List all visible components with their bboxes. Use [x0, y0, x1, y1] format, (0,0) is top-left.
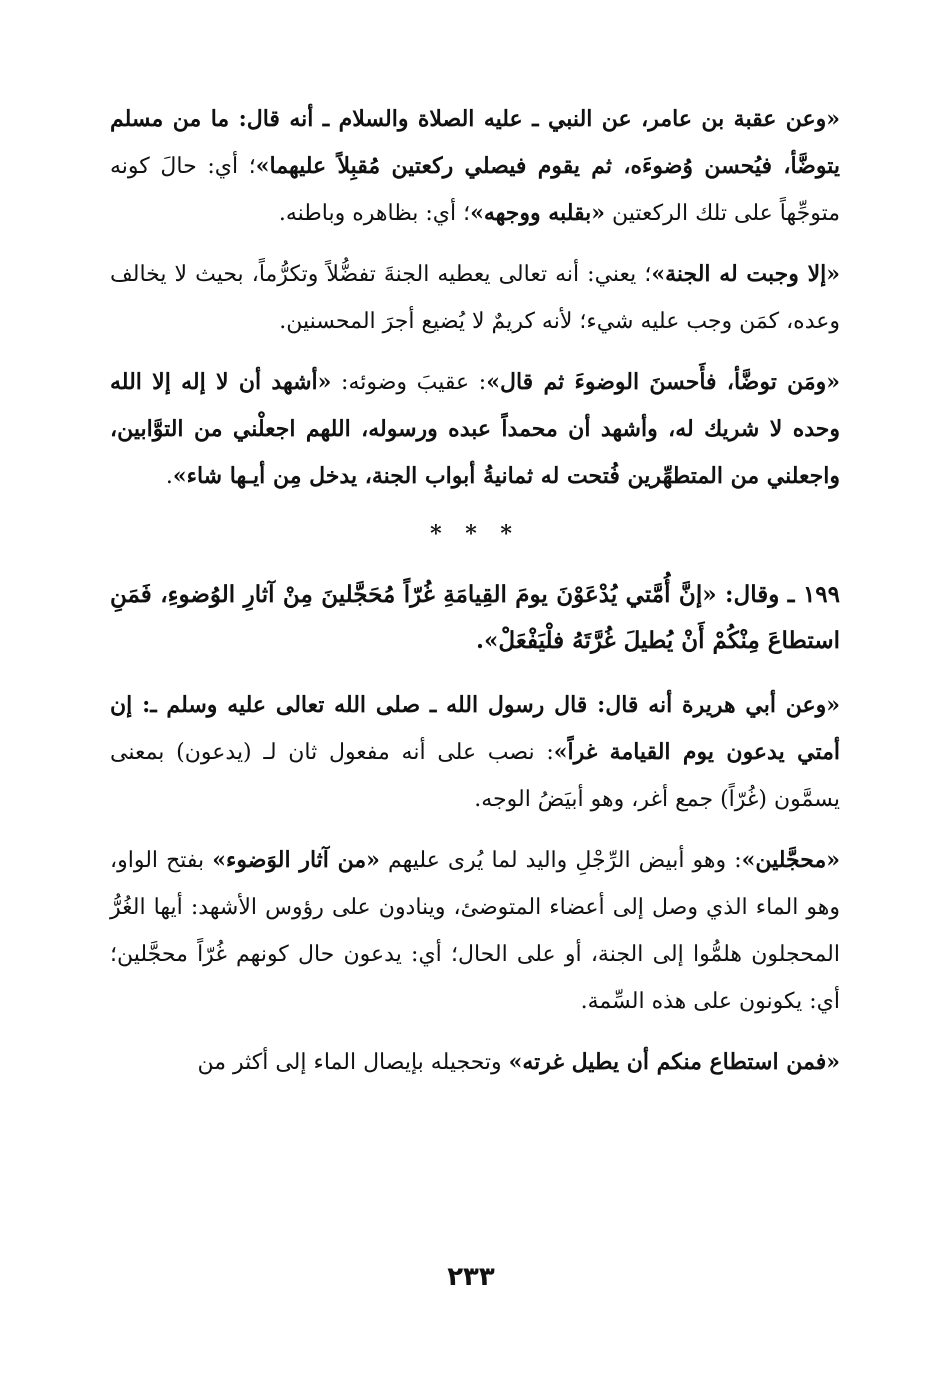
paragraph-jannah [110, 251, 840, 345]
commentary-text: ؛ يعني: أنه تعالى يعطيه الجنةَ تفضُّلاً وتكرُّماً، بحيث لا يخالف وعده، كمَن وجب عليه شيء؛ لأنه كريمٌ لا يُضيع أجرَ المحسنين. [110, 262, 840, 334]
quote-text: «إلا وجبت له الجنة» [651, 261, 840, 287]
page-body [110, 96, 840, 1100]
quote-text: «محجَّلين» [741, 847, 840, 873]
paragraph-muhajjalin [110, 837, 840, 1025]
quote-text: «من آثار الوَضوء» [212, 847, 380, 873]
commentary-text: ؛ أي: بظاهره وباطنه. [278, 201, 471, 226]
commentary-text: . [165, 464, 173, 489]
commentary-text: : وهو أبيض الرِّجْلِ واليد لما يُرى عليهم [379, 848, 742, 873]
commentary-text: بفتح الواو، وهو الماء الذي وصل إلى أعضاء المتوضئ، وينادون على رؤوس الأشهد: أيها الغُرُّ المحجلون هلمُّوا إلى الجنة، أو على الحال؛ أي: يدعون حال كونهم غُرّاً محجَّلين؛ أي: يكونون على هذه السِّمة. [110, 848, 840, 1014]
hadith-text: ١٩٩ ـ وقال: «إنَّ أُمَّتي يُدْعَوْنَ يومَ القِيامَةِ غُرّاً مُحَجَّلينَ مِنْ آثارِ الوُضوءِ، فَمَنِ استطاعَ مِنْكُمْ أَنْ يُطيلَ غُرَّتَهُ فلْيَفْعَلْ». [110, 581, 840, 654]
quote-text: «فمن استطاع منكم أن يطيل غرته» [508, 1049, 840, 1075]
quote-text: «وعن عقبة بن عامر، عن النبي ـ عليه الصلاة والسلام ـ أنه قال: ما من مسلم يتوضَّأ، فيُحسن وُضوءَه، ثم يقوم فيصلي ركعتين مُقبِلاً عليهما» [110, 106, 840, 179]
paragraph-uqba-hadith [110, 96, 840, 237]
page-number: ٢٣٣ [447, 1262, 495, 1292]
commentary-text: وتحجيله بإيصال الماء إلى أكثر من [197, 1050, 509, 1075]
commentary-text: ؛ أي: حالَ كونه متوجِّهاً على تلك الركعتين [110, 154, 840, 226]
hadith-199 [110, 572, 840, 664]
quote-text: «ومَن توضَّأ، فأَحسنَ الوضوءَ ثم قال» [486, 369, 841, 395]
quote-text: «أشهد أن لا إله إلا الله وحده لا شريك له، وأشهد أن محمداً عبده ورسوله، اللهم اجعلْني من التوَّابين، واجعلني من المتطهِّرين فُتحت له ثمانيةُ أبواب الجنة، يدخل مِن أيـها شاء» [110, 369, 840, 489]
commentary-text: : نصب على أنه مفعول ثان لـ (يدعون) بمعنى يسمَّون (غُرّاً) جمع أغر، وهو أبيَضُ الوجه. [110, 740, 840, 812]
paragraph-shahada-dua [110, 359, 840, 500]
commentary-text: : عقيبَ وضوئه: [331, 370, 487, 395]
paragraph-abu-hurayra [110, 682, 840, 823]
quote-text: «وعن أبي هريرة أنه قال: قال رسول الله ـ صلى الله تعالى عليه وسلم ـ: إن أمتي يدعون يوم القيامة غراً» [110, 692, 840, 765]
paragraph-ghurra [110, 1039, 840, 1086]
quote-text: «بقلبه ووجهه» [470, 200, 606, 226]
section-divider-stars: * * * [430, 521, 520, 547]
